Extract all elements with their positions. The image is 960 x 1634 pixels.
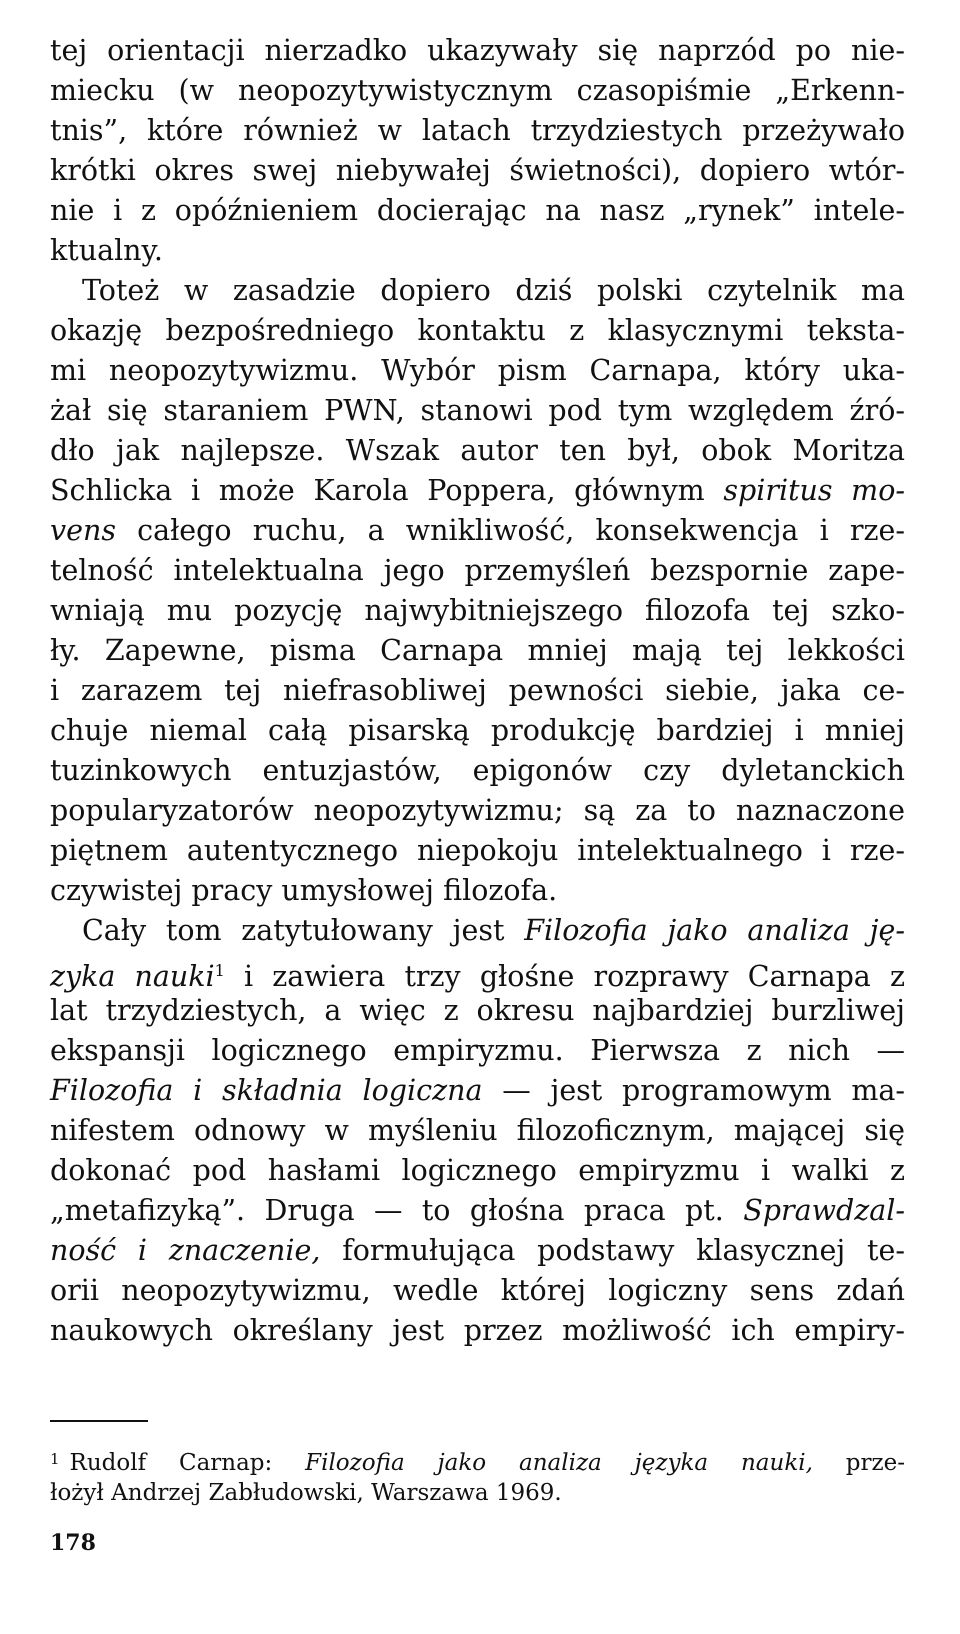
text-line: okazję bezpośredniego kontaktu z klasycznymi teksta- [50,314,905,347]
text-line: nie i z opóźnieniem docierając na nasz „rynek” intele- [50,194,905,227]
text-line: naukowych określany jest przez możliwość ich empiry- [50,1314,905,1347]
text-line: i zarazem tej niefrasobliwej pewności siebie, jaka ce- [50,674,905,707]
footnote-number: 1 [50,1450,60,1468]
text-line: ły. Zapewne, pisma Carnapa mniej mają tej lekkości [50,634,905,667]
italic-phrase: spiritus mo- [723,474,905,507]
footnote-rule [50,1420,148,1422]
text-line: dokonać pod hasłami logicznego empiryzmu i walki z [50,1154,905,1187]
text-line-mixed [50,1190,905,1232]
text-line: tnis”, które również w latach trzydziestych przeżywało [50,114,905,147]
text-line: dło jak najlepsze. Wszak autor ten był, obok Moritza [50,434,905,467]
text-line: tuzinkowych entuzjastów, epigonów czy dyletanckich [50,754,905,787]
text-line-mixed [50,1230,905,1272]
italic-phrase: Filozofia i składnia logiczna [50,1074,483,1107]
text-line-mixed [50,950,905,992]
text-run: Schlicka i może Karola Poppera, głównym [50,474,724,507]
text-line: miecku (w neopozytywistycznym czasopiśmie „Erkenn- [50,74,905,107]
page-number: 178 [50,1530,96,1556]
text-line: telność intelektualna jego przemyśleń bezspornie zape- [50,554,905,587]
text-line: piętnem autentycznego niepokoju intelektualnego i rze- [50,834,905,867]
italic-phrase: Filozofia jako analiza ję- [524,914,906,947]
text-line-mixed [50,510,905,552]
text-line: czywistej pracy umysłowej filozofa. [50,874,558,907]
footnote-text: Rudolf Carnap: [69,1450,306,1476]
text-line-mixed [82,910,905,952]
text-line: żał się staraniem PWN, stanowi pod tym względem źró- [50,394,905,427]
text-line: orii neopozytywizmu, wedle której logiczny sens zdań [50,1274,905,1307]
italic-phrase: ność i znaczenie, [50,1234,321,1267]
footnote-marker: 1 [214,961,225,980]
text-line: mi neopozytywizmu. Wybór pism Carnapa, który uka- [50,354,905,387]
footnote-title: Filozofia jako analiza języka nauki, [305,1450,813,1476]
text-line: tej orientacji nierzadko ukazywały się naprzód po nie- [50,34,905,67]
text-line-mixed [50,1070,905,1112]
text-line: ekspansji logicznego empiryzmu. Pierwsza z nich — [50,1034,905,1067]
text-line: krótki okres swej niebywałej świetności), dopiero wtór- [50,154,905,187]
footnote-text: prze- [812,1450,905,1476]
footnote-line [50,1442,905,1480]
text-line: ktualny. [50,234,163,267]
text-run: — jest programowym ma- [482,1074,905,1107]
text-line: wniają mu pozycję najwybitniejszego filozofa tej szko- [50,594,905,627]
italic-phrase: vens [50,514,116,547]
text-line: popularyzatorów neopozytywizmu; są za to naznaczone [50,794,905,827]
text-line: chuje niemal całą pisarską produkcję bardziej i mniej [50,714,905,747]
text-line: lat trzydziestych, a więc z okresu najbardziej burzliwej [50,994,905,1027]
text-line: Toteż w zasadzie dopiero dziś polski czytelnik ma [82,274,905,307]
italic-phrase: Sprawdzal- [743,1194,905,1227]
italic-phrase: zyka nauki [50,960,215,993]
text-run: całego ruchu, a wnikliwość, konsekwencja i rze- [115,514,905,547]
footnote-line: łożył Andrzej Zabłudowski, Warszawa 1969. [50,1480,562,1506]
text-run: i zawiera trzy głośne rozprawy Carnapa z [224,960,905,993]
text-line-mixed [50,470,905,512]
text-run: formułująca podstawy klasycznej te- [320,1234,906,1267]
text-run: „metafizyką”. Druga — to głośna praca pt. [50,1194,744,1227]
text-run: Cały tom zatytułowany jest [82,914,525,947]
text-line: nifestem odnowy w myśleniu filozoficznym, mającej się [50,1114,905,1147]
